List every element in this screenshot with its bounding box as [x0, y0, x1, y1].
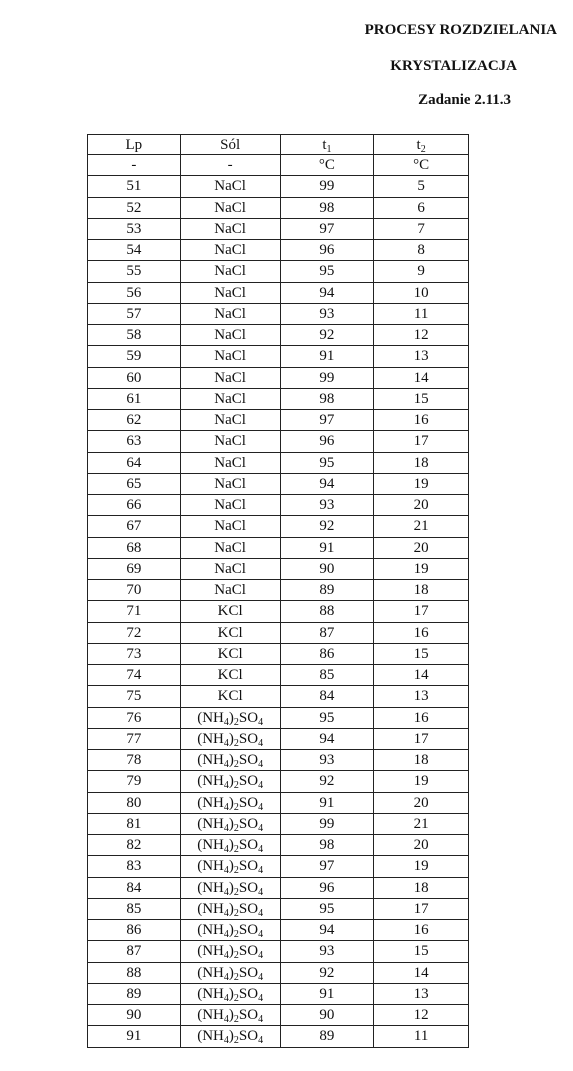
cell-salt: NaCl	[180, 261, 280, 282]
cell-t2: 10	[374, 282, 469, 303]
cell-lp: 66	[88, 495, 181, 516]
cell-t2: 16	[374, 410, 469, 431]
cell-t2: 16	[374, 920, 469, 941]
unit-cell: °C	[374, 155, 469, 176]
cell-t2: 19	[374, 473, 469, 494]
cell-lp: 83	[88, 856, 181, 877]
cell-t2: 7	[374, 218, 469, 239]
table-row	[88, 537, 469, 558]
cell-t1: 85	[280, 665, 374, 686]
cell-lp: 78	[88, 750, 181, 771]
cell-t1: 93	[280, 941, 374, 962]
table-row	[88, 516, 469, 537]
table-row	[88, 856, 469, 877]
task-number: Zadanie 2.11.3	[418, 92, 511, 108]
cell-t2: 20	[374, 495, 469, 516]
table-row	[88, 771, 469, 792]
table-row	[88, 452, 469, 473]
cell-t2: 18	[374, 750, 469, 771]
cell-t1: 96	[280, 240, 374, 261]
cell-t1: 91	[280, 537, 374, 558]
cell-lp: 64	[88, 452, 181, 473]
cell-t1: 97	[280, 410, 374, 431]
cell-t2: 18	[374, 452, 469, 473]
table-row	[88, 813, 469, 834]
cell-salt: NaCl	[180, 410, 280, 431]
cell-t2: 16	[374, 707, 469, 728]
cell-lp: 58	[88, 325, 181, 346]
column-header-sol: Sól	[180, 135, 280, 155]
cell-salt: NaCl	[180, 240, 280, 261]
cell-t2: 18	[374, 877, 469, 898]
cell-t2: 18	[374, 580, 469, 601]
cell-lp: 51	[88, 176, 181, 197]
cell-t2: 13	[374, 346, 469, 367]
cell-t2: 17	[374, 728, 469, 749]
cell-t2: 9	[374, 261, 469, 282]
column-header-t2: $t_2$	[374, 135, 469, 155]
table-row	[88, 303, 469, 324]
cell-t1: 95	[280, 898, 374, 919]
cell-salt: NaCl	[180, 537, 280, 558]
cell-salt: NaCl	[180, 452, 280, 473]
cell-t1: 99	[280, 813, 374, 834]
cell-salt: NaCl	[180, 431, 280, 452]
cell-t2: 14	[374, 665, 469, 686]
cell-salt: $(NH_4)_2SO_4$	[180, 835, 280, 856]
cell-t1: 90	[280, 1005, 374, 1026]
cell-t2: 20	[374, 835, 469, 856]
cell-lp: 88	[88, 962, 181, 983]
cell-t1: 91	[280, 983, 374, 1004]
cell-t1: 96	[280, 877, 374, 898]
table-row	[88, 176, 469, 197]
cell-t1: 93	[280, 303, 374, 324]
column-header-lp: Lp	[88, 135, 181, 155]
cell-t1: 94	[280, 473, 374, 494]
cell-t1: 92	[280, 516, 374, 537]
cell-t1: 93	[280, 495, 374, 516]
cell-salt: NaCl	[180, 495, 280, 516]
cell-salt: KCl	[180, 601, 280, 622]
cell-lp: 56	[88, 282, 181, 303]
cell-t1: 92	[280, 325, 374, 346]
header-row	[88, 135, 469, 155]
cell-lp: 75	[88, 686, 181, 707]
cell-lp: 74	[88, 665, 181, 686]
cell-salt: $(NH_4)_2SO_4$	[180, 962, 280, 983]
cell-lp: 77	[88, 728, 181, 749]
cell-t2: 19	[374, 558, 469, 579]
table-row	[88, 643, 469, 664]
cell-t1: 95	[280, 261, 374, 282]
table-row	[88, 792, 469, 813]
table-body	[88, 176, 469, 1047]
cell-salt: NaCl	[180, 367, 280, 388]
cell-t2: 20	[374, 792, 469, 813]
cell-t2: 20	[374, 537, 469, 558]
cell-t2: 14	[374, 962, 469, 983]
table-row	[88, 920, 469, 941]
cell-salt: NaCl	[180, 282, 280, 303]
cell-t1: 92	[280, 771, 374, 792]
cell-salt: KCl	[180, 622, 280, 643]
table-row	[88, 473, 469, 494]
cell-salt: $(NH_4)_2SO_4$	[180, 898, 280, 919]
unit-cell: °C	[280, 155, 374, 176]
table-row	[88, 410, 469, 431]
cell-lp: 85	[88, 898, 181, 919]
table-row	[88, 558, 469, 579]
cell-salt: KCl	[180, 643, 280, 664]
table-row	[88, 728, 469, 749]
cell-lp: 73	[88, 643, 181, 664]
cell-lp: 59	[88, 346, 181, 367]
cell-lp: 70	[88, 580, 181, 601]
table-row	[88, 941, 469, 962]
cell-lp: 89	[88, 983, 181, 1004]
page-title: PROCESY ROZDZIELANIA	[364, 22, 557, 38]
cell-lp: 55	[88, 261, 181, 282]
units-row	[88, 155, 469, 176]
cell-t1: 91	[280, 346, 374, 367]
cell-salt: $(NH_4)_2SO_4$	[180, 707, 280, 728]
cell-lp: 90	[88, 1005, 181, 1026]
cell-lp: 72	[88, 622, 181, 643]
table-row	[88, 325, 469, 346]
cell-lp: 71	[88, 601, 181, 622]
table-row	[88, 495, 469, 516]
table-row	[88, 367, 469, 388]
table-row	[88, 622, 469, 643]
table-row	[88, 1026, 469, 1047]
cell-lp: 84	[88, 877, 181, 898]
cell-t2: 11	[374, 303, 469, 324]
table-row	[88, 282, 469, 303]
cell-lp: 68	[88, 537, 181, 558]
cell-t2: 19	[374, 856, 469, 877]
cell-salt: KCl	[180, 665, 280, 686]
cell-lp: 60	[88, 367, 181, 388]
cell-t1: 97	[280, 218, 374, 239]
table-row	[88, 580, 469, 601]
table-row	[88, 1005, 469, 1026]
cell-lp: 53	[88, 218, 181, 239]
cell-t2: 8	[374, 240, 469, 261]
cell-lp: 82	[88, 835, 181, 856]
cell-t2: 11	[374, 1026, 469, 1047]
cell-t1: 89	[280, 580, 374, 601]
cell-t1: 90	[280, 558, 374, 579]
table-row	[88, 686, 469, 707]
cell-t2: 21	[374, 516, 469, 537]
cell-t2: 13	[374, 983, 469, 1004]
unit-cell: -	[88, 155, 181, 176]
cell-t1: 97	[280, 856, 374, 877]
cell-salt: NaCl	[180, 516, 280, 537]
cell-salt: NaCl	[180, 176, 280, 197]
cell-lp: 79	[88, 771, 181, 792]
cell-t1: 96	[280, 431, 374, 452]
cell-t2: 15	[374, 643, 469, 664]
cell-t1: 89	[280, 1026, 374, 1047]
cell-t1: 95	[280, 452, 374, 473]
data-table	[87, 134, 469, 1048]
cell-lp: 80	[88, 792, 181, 813]
cell-lp: 62	[88, 410, 181, 431]
cell-lp: 65	[88, 473, 181, 494]
cell-t2: 13	[374, 686, 469, 707]
cell-lp: 86	[88, 920, 181, 941]
cell-t2: 16	[374, 622, 469, 643]
cell-salt: NaCl	[180, 580, 280, 601]
cell-t2: 6	[374, 197, 469, 218]
cell-t2: 21	[374, 813, 469, 834]
cell-salt: $(NH_4)_2SO_4$	[180, 771, 280, 792]
cell-t1: 98	[280, 388, 374, 409]
cell-salt: $(NH_4)_2SO_4$	[180, 813, 280, 834]
cell-t1: 86	[280, 643, 374, 664]
cell-salt: NaCl	[180, 325, 280, 346]
cell-salt: $(NH_4)_2SO_4$	[180, 983, 280, 1004]
cell-salt: $(NH_4)_2SO_4$	[180, 792, 280, 813]
cell-t2: 15	[374, 941, 469, 962]
table-row	[88, 983, 469, 1004]
cell-t1: 94	[280, 282, 374, 303]
table-row	[88, 665, 469, 686]
cell-t2: 15	[374, 388, 469, 409]
column-header-t1: $t_1$	[280, 135, 374, 155]
cell-t1: 94	[280, 920, 374, 941]
cell-salt: NaCl	[180, 346, 280, 367]
cell-salt: $(NH_4)_2SO_4$	[180, 750, 280, 771]
section-title: KRYSTALIZACJA	[390, 58, 517, 74]
cell-t1: 94	[280, 728, 374, 749]
cell-lp: 81	[88, 813, 181, 834]
cell-t1: 91	[280, 792, 374, 813]
cell-salt: NaCl	[180, 197, 280, 218]
table-row	[88, 750, 469, 771]
table-row	[88, 261, 469, 282]
cell-t2: 12	[374, 1005, 469, 1026]
cell-t1: 99	[280, 367, 374, 388]
cell-lp: 54	[88, 240, 181, 261]
cell-lp: 76	[88, 707, 181, 728]
cell-t1: 99	[280, 176, 374, 197]
table-row	[88, 240, 469, 261]
table-row	[88, 962, 469, 983]
cell-lp: 91	[88, 1026, 181, 1047]
cell-t1: 87	[280, 622, 374, 643]
cell-lp: 63	[88, 431, 181, 452]
cell-t2: 12	[374, 325, 469, 346]
table-row	[88, 898, 469, 919]
table-row	[88, 601, 469, 622]
cell-lp: 61	[88, 388, 181, 409]
cell-salt: NaCl	[180, 303, 280, 324]
table-row	[88, 197, 469, 218]
cell-salt: NaCl	[180, 558, 280, 579]
cell-t1: 88	[280, 601, 374, 622]
table-row	[88, 431, 469, 452]
table-row	[88, 877, 469, 898]
cell-t1: 92	[280, 962, 374, 983]
cell-salt: $(NH_4)_2SO_4$	[180, 1026, 280, 1047]
unit-cell: -	[180, 155, 280, 176]
cell-lp: 87	[88, 941, 181, 962]
table-row	[88, 835, 469, 856]
cell-t2: 5	[374, 176, 469, 197]
table-row	[88, 346, 469, 367]
cell-lp: 57	[88, 303, 181, 324]
cell-salt: NaCl	[180, 473, 280, 494]
cell-t1: 98	[280, 197, 374, 218]
cell-t1: 95	[280, 707, 374, 728]
table-row	[88, 218, 469, 239]
cell-salt: $(NH_4)_2SO_4$	[180, 920, 280, 941]
cell-salt: $(NH_4)_2SO_4$	[180, 941, 280, 962]
cell-salt: NaCl	[180, 388, 280, 409]
cell-salt: $(NH_4)_2SO_4$	[180, 1005, 280, 1026]
cell-t2: 17	[374, 431, 469, 452]
cell-t2: 14	[374, 367, 469, 388]
cell-t1: 93	[280, 750, 374, 771]
cell-lp: 67	[88, 516, 181, 537]
cell-t2: 17	[374, 601, 469, 622]
cell-salt: $(NH_4)_2SO_4$	[180, 856, 280, 877]
cell-salt: KCl	[180, 686, 280, 707]
table-row	[88, 707, 469, 728]
cell-t1: 84	[280, 686, 374, 707]
table-row	[88, 388, 469, 409]
cell-salt: $(NH_4)_2SO_4$	[180, 728, 280, 749]
cell-lp: 52	[88, 197, 181, 218]
cell-t1: 98	[280, 835, 374, 856]
cell-t2: 17	[374, 898, 469, 919]
cell-lp: 69	[88, 558, 181, 579]
cell-salt: $(NH_4)_2SO_4$	[180, 877, 280, 898]
cell-salt: NaCl	[180, 218, 280, 239]
cell-t2: 19	[374, 771, 469, 792]
